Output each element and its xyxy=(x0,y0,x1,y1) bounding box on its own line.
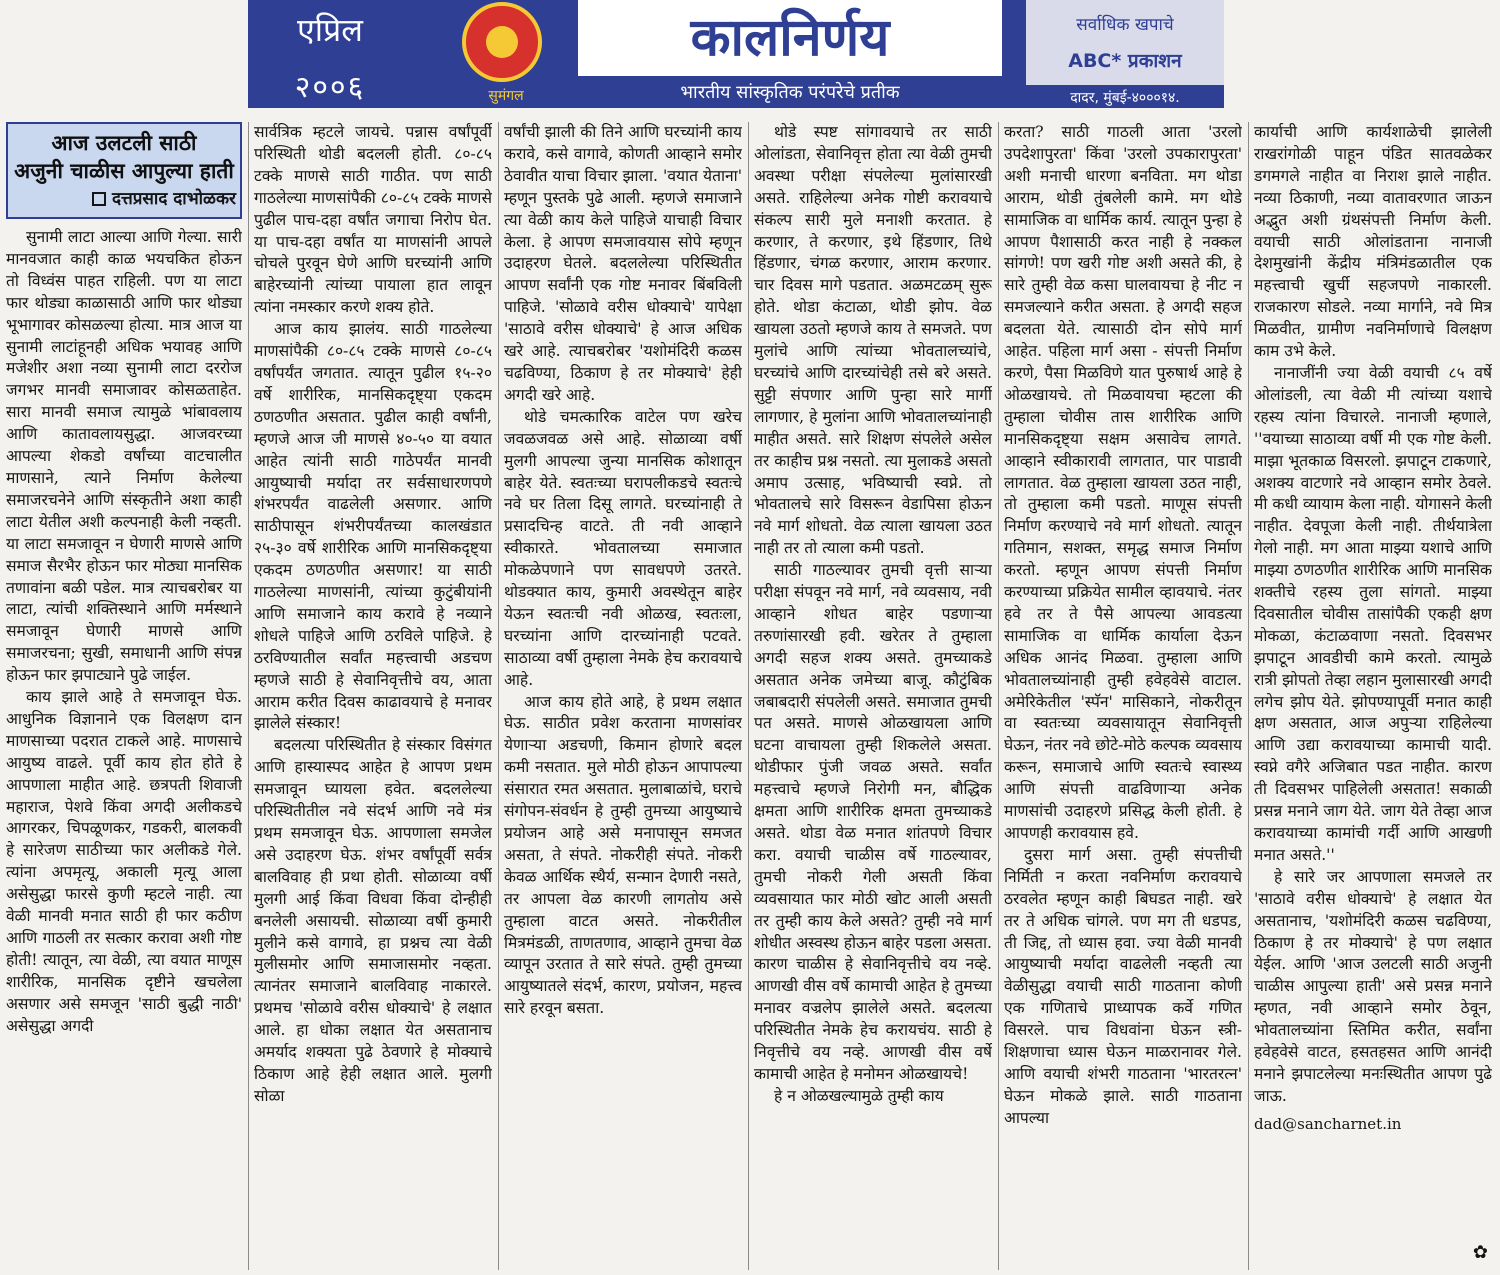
publisher-line-2: ABC* प्रकाशन xyxy=(1068,50,1182,72)
byline xyxy=(12,187,236,211)
paragraph: साठी गाठल्यावर तुमची वृत्ती साऱ्या परीक्षा संपवून नवे मार्ग, नवे व्यवसाय, नवी आव्हाने शोधत बाहेर पडणाऱ्या तरुणांसारखी हवी. खरेतर ते तुम्हाला अगदी सहज शक्य असते. तुमच्याकडे असतात अनेक जमेच्या बाजू. कौटुंबिक जबाबदारी संपलेली असते. समाजात तुमची पत असते. माणसे ओळखायला आणि घटना वाचायला तुम्ही शिकलेले असता. थोडीफार पुंजी जवळ असते. सर्वांत महत्त्वाचे म्हणजे निरोगी मन, बौद्धिक क्षमता आणि शारीरिक क्षमता तुमच्याकडे असते. थोडा वेळ मनात शांतपणे विचार करा. वयाची चाळीस वर्षे गाठल्यावर, तुमची नोकरी गेली असती किंवा व्यवसायात फार मोठी खोट आली असती तर तुम्ही काय केले असते? तुम्ही नवे मार्ग शोधीत अस्वस्थ होऊन बाहेर पडला असता. कारण चाळीस हे सेवानिवृत्तीचे वय नव्हे. आणखी वीस वर्षे कामाची आहेत हे तुमच्या मनावर वज्रलेप झालेले असते. बदलत्या परिस्थितीत नेमके हेच करायचंय. साठी हे निवृत्तीचे वय नव्हे. आणखी वीस वर्षे कामाची आहेत हे मनोमन ओळखायचे! xyxy=(754,561,992,1083)
article xyxy=(6,122,1494,1270)
paragraph: काय झाले आहे ते समजावून घेऊ. आधुनिक विज्ञानाने एक विलक्षण दान माणसाच्या पदरात टाकले आहे. माणसाचे आयुष्य वाढले. पूर्वी काय होत होते हे आपणाला माहीत आहे. छत्रपती शिवाजी महाराज, पेशवे किंवा अगदी अलीकडचे आगरकर, चिपळूणकर, गडकरी, बालकवी हे सारेजण साठीच्या फार अलीकडे गेले. त्यांना अपमृत्यू, अकाली मृत्यू आला असेसुद्धा फारसे कुणी म्हटले नाही. त्या वेळी मानवी मनात साठी ही फार कठीण आणि गाठली तर सत्कार करावा अशी गोष्ट होती! त्यातून, त्या वेळी, त्या वयात माणूस शारीरिक, मानसिक दृष्टीने खचलेला असणार असे समजून 'साठी बुद्धी नाठी' असेसुद्धा अगदी xyxy=(6,688,242,1035)
article-column-6 xyxy=(1254,122,1492,1270)
article-column-3 xyxy=(504,122,742,1270)
sun-logo-icon xyxy=(462,2,542,82)
column-divider xyxy=(998,122,999,1270)
brand-subtitle: सुमंगल xyxy=(488,88,524,104)
publisher-info xyxy=(1026,0,1224,108)
paragraph: आज काय होते आहे, हे प्रथम लक्षात घेऊ. साठीत प्रवेश करताना माणसांवर येणाऱ्या अडचणी, किमान होणारे बदल कमी नसतात. मुले मोठी होऊन आपापल्या संसारात रमत असतात. मुलाबाळांचे, घराचे संगोपन-संवर्धन हे तुम्ही तुमच्या आयुष्याचे प्रयोजन आहे असे मनापासून समजत असता, ते संपते. नोकरीही संपते. नोकरी केवळ आर्थिक स्थैर्य, सन्मान देणारी नसते, तर आपला वेळ कारणी लागतोय असे तुम्हाला वाटत असते. नोकरीतील मित्रमंडळी, ताणतणाव, आव्हाने तुमचा वेळ व्यापून उरतात ते सारे संपते. तुम्ही तुमच्या आयुष्यातले संदर्भ, कारण, प्रयोजन, महत्त्व सारे हरवून बसता. xyxy=(504,692,742,1018)
column-divider xyxy=(498,122,499,1270)
brand-tagline: भारतीय सांस्कृतिक परंपरेचे प्रतीक xyxy=(680,82,900,103)
paragraph: कार्याची आणि कार्यशाळेची झालेली राखरांगोळी पाहून पंडित सातवळेकर डगमगले नाहीत वा निराश झाले नाहीत. नव्या ठिकाणी, नव्या वातावरणात जाऊन अद्भुत अशी ग्रंथसंपत्ती निर्माण केली. वयाची साठी ओलांडताना नानाजी देशमुखांनी केंद्रीय मंत्रिमंडळातील एक महत्त्वाची खुर्ची सहजपणे नाकारली. राजकारण सोडले. नव्या मार्गाने, नवे मित्र मिळवीत, ग्रामीण नवनिर्माणाचे विलक्षण काम उभे केले. xyxy=(1254,123,1492,361)
byline-box-icon xyxy=(92,192,106,206)
paragraph: करता? साठी गाठली आता 'उरलो उपदेशापुरता' किंवा 'उरलो उपकारापुरता' अशी मनाची धारणा बनविता. मग थोडा आराम, थोडी तुंबलेली कामे. मग थोडे सामाजिक वा धार्मिक कार्य. त्यातून पुन्हा हे आपण पैशासाठी करत नाही हे नक्कल सांगणे! पण खरी गोष्ट अशी असते की, हे सारे तुम्ही वेळ कसा घालवायचा हे नीट न समजल्याने करीत असता. हे अगदी सहज बदलता येते. त्यासाठी दोन सोपे मार्ग आहेत. पहिला मार्ग असा - संपत्ती निर्माण करणे, पैसा मिळविणे यात पुरुषार्थ आहे हे ओळखायचे. तो मिळवायचा म्हटला की तुम्हाला चोवीस तास शारीरिक आणि मानसिकदृष्ट्या सक्षम असावेच लागते. आव्हाने स्वीकारावी लागतात, पार पाडावी लागतात. वेळ तुम्हाला खायला उठत नाही, तो तुम्हाला कमी पडतो. माणूस संपत्ती निर्माण करण्याचे नवे मार्ग शोधतो. त्यातून गतिमान, सशक्त, समृद्ध समाज निर्माण करतो. म्हणून आपण संपत्ती निर्माण करण्याच्या प्रक्रियेत सामील व्हावयाचे. नंतर हवे तर ते पैसे आपल्या आवडत्या सामाजिक वा धार्मिक कार्याला देऊन अधिक आनंद मिळवा. तुम्हाला आणि भोवतालच्यांनाही तुम्ही हवेहवेसे वाटाल. अमेरिकेतील 'स्पॅन' मासिकाने, नोकरीतून वा स्वतःच्या व्यवसायातून सेवानिवृत्ती घेऊन, नंतर नवे छोटे-मोठे कल्पक व्यवसाय करून, समाजाचे आणि स्वतःचे स्वास्थ्य आणि संपत्ती वाढविणाऱ्या अनेक माणसांची उदाहरणे प्रसिद्ध केली होती. हे आपणही करावयास हवे. xyxy=(1004,123,1242,842)
issue-date xyxy=(248,0,412,108)
article-title-line-2: अजुनी चाळीस आपुल्या हाती xyxy=(14,159,234,183)
paragraph: हे सारे जर आपणाला समजले तर 'साठावे वरीस धोक्याचे' हे लक्षात येत असतानाच, 'यशोमंदिरी कळस चढविण्या, ठिकाण हे तर मोक्याचे' हे पण लक्षात येईल. आणि 'आज उलटली साठी अजुनी चाळीस आपुल्या हाती' असे प्रसन्न मनाने म्हणत, नवी आव्हाने समोर ठेवून, भोवतालच्यांना स्तिमित करीत, सर्वांना हवेहवेसे वाटत, हसतहसत आणि आनंदी मनाने झपाटलेल्या मनःस्थितीत आपण पुढे जाऊ. xyxy=(1254,867,1492,1105)
column-divider xyxy=(248,122,249,1270)
paragraph: नानाजींनी ज्या वेळी वयाची ८५ वर्षे ओलांडली, त्या वेळी मी त्यांच्या यशाचे रहस्य त्यांना विचारले. नानाजी म्हणाले, ''वयाच्या साठाव्या वर्षी मी एक गोष्ट केली. माझा भूतकाळ विसरलो. झपाटून टाकणारे, अशक्य वाटणारे नवे आव्हान समोर ठेवले. मी कधी व्यायाम केला नाही. योगासने केली नाहीत. देवपूजा केली नाही. तीर्थयात्रेला गेलो नाही. मग आता माझ्या यशाचे आणि माझ्या ठणठणीत शारीरिक आणि मानसिक शक्तीचे रहस्य तुला सांगतो. माझ्या दिवसातील चोवीस तासांपैकी एकही क्षण मोकळा, कंटाळवाणा नसतो. दिवसभर झपाटून आवडीची कामे करतो. त्यामुळे रात्री झोपतो तेव्हा लहान मुलासारखी अगदी लगेच झोप येते. झोपण्यापूर्वी मनात काही क्षण असतात, आज अपुऱ्या राहिलेल्या आणि उद्या करावयाच्या कामाची यादी. स्वप्ने वगैरे अजिबात पडत नाहीत. कारण ती दिवसभर पाहिलेली असतात! सकाळी प्रसन्न मनाने जाग येते. जाग येते तेव्हा आज करावयाच्या कामांची गर्दी आणि आखणी मनात असते.'' xyxy=(1254,363,1492,864)
paragraph: दुसरा मार्ग असा. तुम्ही संपत्तीची निर्मिती न करता नवनिर्माण करावयाचे ठरवलेत म्हणून काही बिघडत नाही. खरे तर ते अधिक चांगले. पण मग ती धडपड, ती जिद्द, तो ध्यास हवा. ज्या वेळी मानवी आयुष्याची मर्यादा वाढलेली नव्हती त्या वेळीसुद्धा वयाची साठी गाठताना कोणी एक गणिताचे प्राध्यापक कर्वे गणित विसरले. पाच विधवांना घेऊन स्त्री-शिक्षणाचा ध्यास घेऊन माळरानावर गेले. आणि वयाची शंभरी गाठताना 'भारतरत्न' घेऊन मोकळे झाले. साठी गाठताना आपल्या xyxy=(1004,845,1242,1127)
author-email: dad@sancharnet.in xyxy=(1254,1114,1402,1133)
column-divider xyxy=(748,122,749,1270)
publisher-address: दादर, मुंबई-४०००१४. xyxy=(1026,85,1224,108)
article-column-5 xyxy=(1004,122,1242,1270)
headline-box xyxy=(6,122,242,219)
issue-year: २००६ xyxy=(294,70,366,105)
paragraph: बदलत्या परिस्थितीत हे संस्कार विसंगत आणि हास्यास्पद आहेत हे आपण प्रथम समजावून घ्यायला हवेत. बदललेल्या परिस्थितीतील नवे संदर्भ आणि नवे मंत्र प्रथम समजावून घेऊ. आपणाला समजेल असे उदाहरण घेऊ. शंभर वर्षांपूर्वी सर्वत्र बालविवाह ही प्रथा होती. सोळाव्या वर्षी मुलगी आई किंवा विधवा किंवा दोन्हीही बनलेली असायची. सोळाव्या वर्षी कुमारी मुलीने कसे वागावे, हा प्रश्नच त्या वेळी मुलीसमोर आणि समाजासमोर नव्हता. त्यानंतर समाजाने बालविवाह नाकारले. प्रथमच 'सोळावे वरीस धोक्याचे' हे लक्षात आले. हा धोका लक्षात येत असतानाच अमर्याद शक्यता पुढे ठेवणारे हे मोक्याचे ठिकाण आहे हेही लक्षात आले. मुलगी सोळा xyxy=(254,736,492,1105)
paragraph: आज काय झालंय. साठी गाठलेल्या माणसांपैकी ८०-८५ टक्के माणसे ८०-८५ वर्षांपर्यंत जगतात. त्यातून पुढील १५-२० वर्षे शारीरिक, मानसिकदृष्ट्या एकदम ठणठणीत असतात. पुढील काही वर्षांनी, म्हणजे आज जी माणसे ४०-५० या वयात आहेत त्यांनी साठी गाठेपर्यंत मानवी आयुष्याची मर्यादा तर सर्वसाधारणपणे शंभरपर्यंत वाढलेली असणार. आणि साठीपासून शंभरीपर्यंतच्या कालखंडात २५-३० वर्षे शारीरिक आणि मानसिकदृष्ट्या एकदम ठणठणीत असणार! या साठी गाठलेल्या माणसांनी, त्यांच्या कुटुंबीयांनी आणि समाजाने काय करावे हे नव्याने शोधले पाहिजे आणि ठरविले पाहिजे. हे ठरविण्यातील सर्वांत महत्त्वाची अडचण म्हणजे साठी हे सेवानिवृत्तीचे वय, आता आराम करीत दिवस काढावयाचे हे मनावर झालेले संस्कार! xyxy=(254,320,492,733)
brand-name: कालनिर्णय xyxy=(578,0,1002,76)
paragraph: सार्वत्रिक म्हटले जायचे. पन्नास वर्षांपूर्वी परिस्थिती थोडी बदलली होती. ८०-८५ टक्के माणसे साठी गाठीत. पण साठी गाठलेल्या माणसांपैकी ८०-८५ टक्के माणसे पुढील पाच-दहा वर्षांत जगाचा निरोप घेत. या पाच-दहा वर्षांत या माणसांनी आपले चोचले पुरवून घेणे आणि घरच्यांनी आणि बाहेरच्यांनी त्यांच्या पायाला हात लावून त्यांना नमस्कार करणे शक्य होते. xyxy=(254,123,492,317)
paragraph: वर्षांची झाली की तिने आणि घरच्यांनी काय करावे, कसे वागावे, कोणती आव्हाने समोर ठेवावीत याचा विचार झाला. 'वयात येताना' म्हणून पुस्तके पुढे आली. म्हणजे समाजाने त्या वेळी काय केले पाहिजे याचाही विचार केला. हे आपण समजावयास सोपे म्हणून उदाहरण घेतले. बदललेल्या परिस्थितीत आपण सर्वांनी एक गोष्ट मनावर बिंबविली पाहिजे. 'सोळावे वरीस धोक्याचे' यापेक्षा 'साठावे वरीस धोक्याचे' हे आज अधिक खरे आहे. त्याचबरोबर 'यशोमंदिरी कळस चढविण्या, ठिकाण हे तर मोक्याचे' हेही अगदी खरे आहे. xyxy=(504,123,742,404)
column-divider xyxy=(1248,122,1249,1270)
paragraph: थोडे चमत्कारिक वाटेल पण खरेच जवळजवळ असे आहे. सोळाव्या वर्षी मुलगी आपल्या जुन्या मानसिक कोशातून बाहेर येते. स्वतःच्या घरापलीकडचे स्वतःचे नवे घर तिला दिसू लागते. घरच्यांनाही ते प्रसादचिन्ह वाटते. ती नवी आव्हाने स्वीकारते. भोवतालच्या समाजात मोकळेपणाने पण सावधपणे उतरते. थोडक्यात काय, कुमारी अवस्थेतून बाहेर येऊन स्वतःची नवी ओळख, स्वतःला, घरच्यांना आणि दारच्यांनाही पटवते. साठाव्या वर्षी तुम्हाला नेमके हेच करावयाचे आहे. xyxy=(504,407,742,689)
article-column-4 xyxy=(754,122,992,1270)
article-column-1 xyxy=(6,122,242,1270)
issue-month: एप्रिल xyxy=(297,11,363,49)
article-column-2 xyxy=(254,122,492,1270)
paragraph: सुनामी लाटा आल्या आणि गेल्या. सारी मानवजात काही काळ भयचकित होऊन तो विध्वंस पाहत राहिली. पण या लाटा फार थोड्या काळासाठी आणि फार थोड्या भूभागावर कोसळल्या होत्या. मात्र आज या सुनामी लाटांहूनही अधिक भयावह आणि मजेशीर अशा नव्या सुनामी लाटा दररोज जगभर मानवी समाजावर कोसळताहेत. सारा मानवी समाज त्यामुळे भांबावलाय आणि कातावलायसुद्धा. आजवरच्या आपल्या शेकडो वर्षांच्या वाटचालीत माणसाने, त्याने निर्माण केलेल्या समाजरचनेने आणि संस्कृतीने अशा काही लाटा येतील अशी कल्पनाही केली नव्हती. या लाटा समजावून न घेणारी माणसे आणि समाज सैरभैर होऊन फार मोठ्या मानसिक तणावांना बळी पडेल. मात्र त्याचबरोबर या लाटा, त्यांची शक्तिस्थाने आणि मर्मस्थाने समजावून घेणारी माणसे आणि समाजरचना; सुखी, समाधानी आणि संपन्न होऊन फार झपाट्याने पुढे जाईल. xyxy=(6,228,242,685)
author-name: दत्तप्रसाद दाभोळकर xyxy=(111,189,236,209)
paragraph: हे न ओळखल्यामुळे तुम्ही काय xyxy=(774,1086,944,1105)
end-mark-icon: ✿ xyxy=(1472,1242,1488,1264)
masthead xyxy=(248,0,1224,108)
publisher-line-1: सर्वाधिक खपाचे xyxy=(1076,15,1174,35)
paragraph: थोडे स्पष्ट सांगावयाचे तर साठी ओलांडता, सेवानिवृत्त होता त्या वेळी तुमची अवस्था परीक्षा संपलेल्या मुलांसारखी असते. राहिलेल्या अनेक गोष्टी करावयाचे संकल्प सारी मुले मनाशी करतात. हे करणार, ते करणार, इथे हिंडणार, तिथे हिंडणार, चंगळ करणार, आराम करणार. चार दिवस मागे पडतात. अळमटळम् सुरू होते. थोडा कंटाळा, थोडी झोप. वेळ खायला उठतो म्हणजे काय ते समजते. पण मुलांचे आणि त्यांच्या भोवतालच्यांचे, घरच्यांचे आणि दारच्यांचेही तसे बरे असते. सुट्टी संपणार आणि पुन्हा सारे मार्गी लागणार, हे मुलांना आणि भोवतालच्यांनाही माहीत असते. सारे शिक्षण संपलेले असेल तर काहीच प्रश्न नसतो. त्या मुलाकडे असतो अमाप उत्साह, भविष्याची स्वप्ने. तो भोवतालचे सारे विसरून वेडापिसा होऊन नवे मार्ग शोधतो. वेळ त्याला खायला उठत नाही तर तो त्याला कमी पडतो. xyxy=(754,123,992,558)
article-title-line-1: आज उलटली साठी xyxy=(51,131,197,155)
